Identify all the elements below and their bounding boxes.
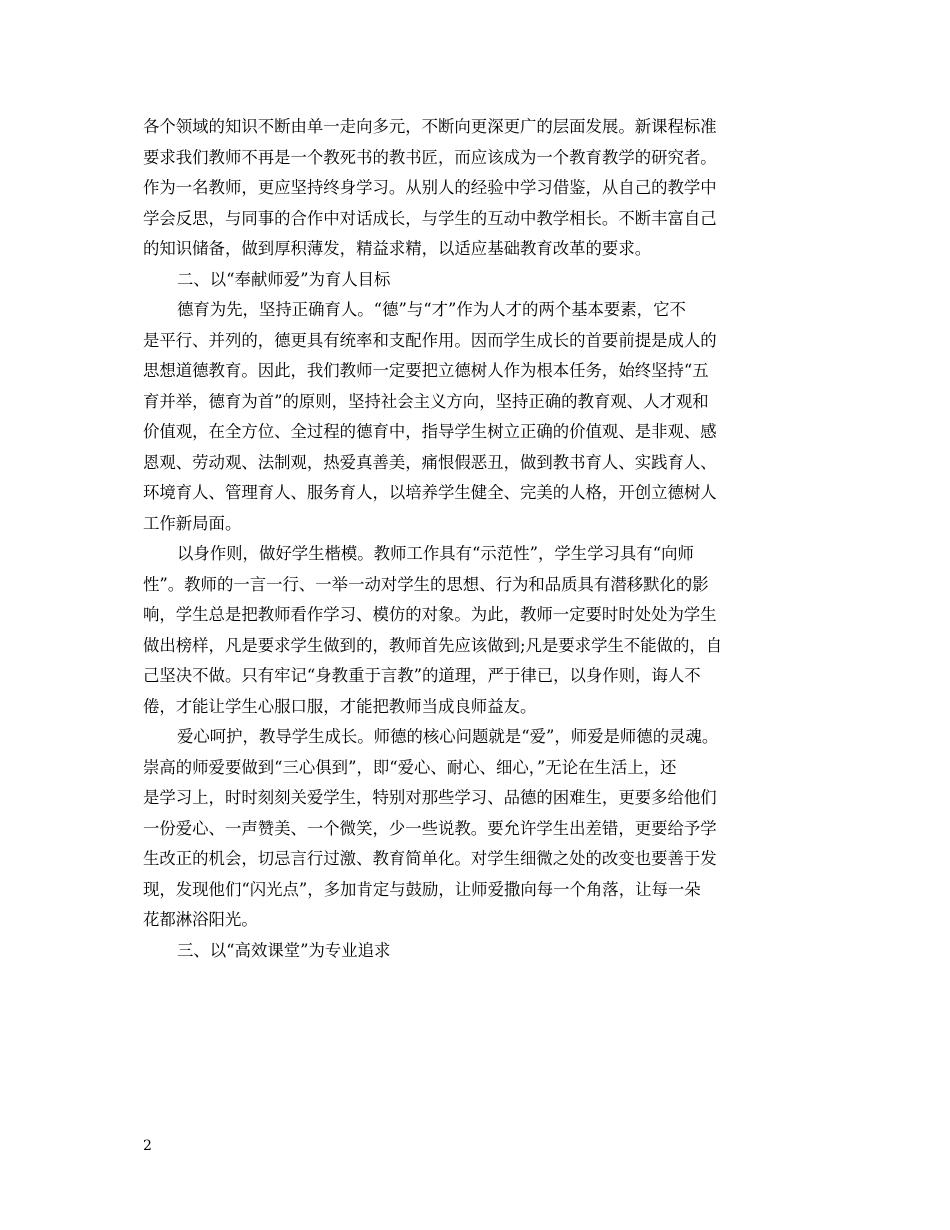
text-line: 生改正的机会，切忌言行过激、教育简单化。对学生细微之处的改变也要善于发 <box>143 849 717 868</box>
text-line: 学会反思，与同事的合作中对话成长，与学生的互动中教学相长。不断丰富自己 <box>143 208 717 228</box>
text-line: 花都淋浴阳光。 <box>143 910 258 929</box>
text-line: 工作新局面。 <box>143 513 242 533</box>
page-number: 2 <box>143 1138 152 1154</box>
text-line: 响，学生总是把教师看作学习、模仿的对象。为此，教师一定要时时处处为学生 <box>143 605 717 624</box>
text-line: 二、以“奉献师爱”为育人目标 <box>177 269 391 289</box>
text-line: 育并举，德育为首”的原则，坚持社会主义方向，坚持正确的教育观、人才观和 <box>143 391 709 411</box>
text-line: 现，发现他们“闪光点”，多加肯定与鼓励，让师爱撒向每一个角落，让每一朵 <box>143 879 701 899</box>
body-text <box>143 112 825 966</box>
text-line: 要求我们教师不再是一个教死书的教书匠，而应该成为一个教育教学的研究者。 <box>143 147 717 167</box>
text-line: 环境育人、管理育人、服务育人，以培养学生健全、完美的人格，开创立德树人 <box>143 483 717 502</box>
text-line: 性”。教师的一言一行、一举一动对学生的思想、行为和品质具有潜移默化的影 <box>143 574 709 594</box>
text-line: 以身作则，做好学生楷模。教师工作具有“示范性”，学生学习具有“向师 <box>177 544 694 563</box>
text-line: 爱心呵护，教导学生成长。师德的核心问题就是“爱”，师爱是师德的灵魂。 <box>177 727 719 746</box>
text-line: 是平行、并列的，德更具有统率和支配作用。因而学生成长的首要前提是成人的 <box>143 330 717 350</box>
text-line: 各个领域的知识不断由单一走向多元，不断向更深更广的层面发展。新课程标准 <box>143 117 717 136</box>
text-line: 的知识储备，做到厚积薄发，精益求精，以适应基础教育改革的要求。 <box>143 239 652 258</box>
text-line: 价值观，在全方位、全过程的德育中，指导学生树立正确的价值观、是非观、感 <box>143 422 717 441</box>
text-line: 崇高的师爱要做到“三心俱到”，即“爱心、耐心、细心，”无论在生活上，还 <box>143 757 677 777</box>
text-line: 三、以“高效课堂”为专业追求 <box>177 940 391 960</box>
text-line: 作为一名教师，更应坚持终身学习。从别人的经验中学习借鉴，从自己的教学中 <box>143 178 717 197</box>
text-line: 是学习上，时时刻刻关爱学生，特别对那些学习、品德的困难生，更要多给他们 <box>143 788 717 807</box>
text-line: 做出榜样，凡是要求学生做到的，教师首先应该做到;凡是要求学生不能做的，自 <box>143 635 723 655</box>
text-line: 己坚决不做。只有牢记“身教重于言教”的道理，严于律已，以身作则，诲人不 <box>143 666 701 685</box>
text-line: 思想道德教育。因此，我们教师一定要把立德树人作为根本任务，始终坚持“五 <box>143 361 709 380</box>
text-line: 倦，才能让学生心服口服，才能把教师当成良师益友。 <box>143 696 537 716</box>
text-line: 德育为先，坚持正确育人。“德”与“才”作为人才的两个基本要素，它不 <box>177 300 686 319</box>
text-line: 恩观、劳动观、法制观，热爱真善美，痛恨假恶丑，做到教书育人、实践育人、 <box>143 452 717 472</box>
text-line: 一份爱心、一声赞美、一个微笑，少一些说教。要允许学生出差错，更要给予学 <box>143 818 717 838</box>
